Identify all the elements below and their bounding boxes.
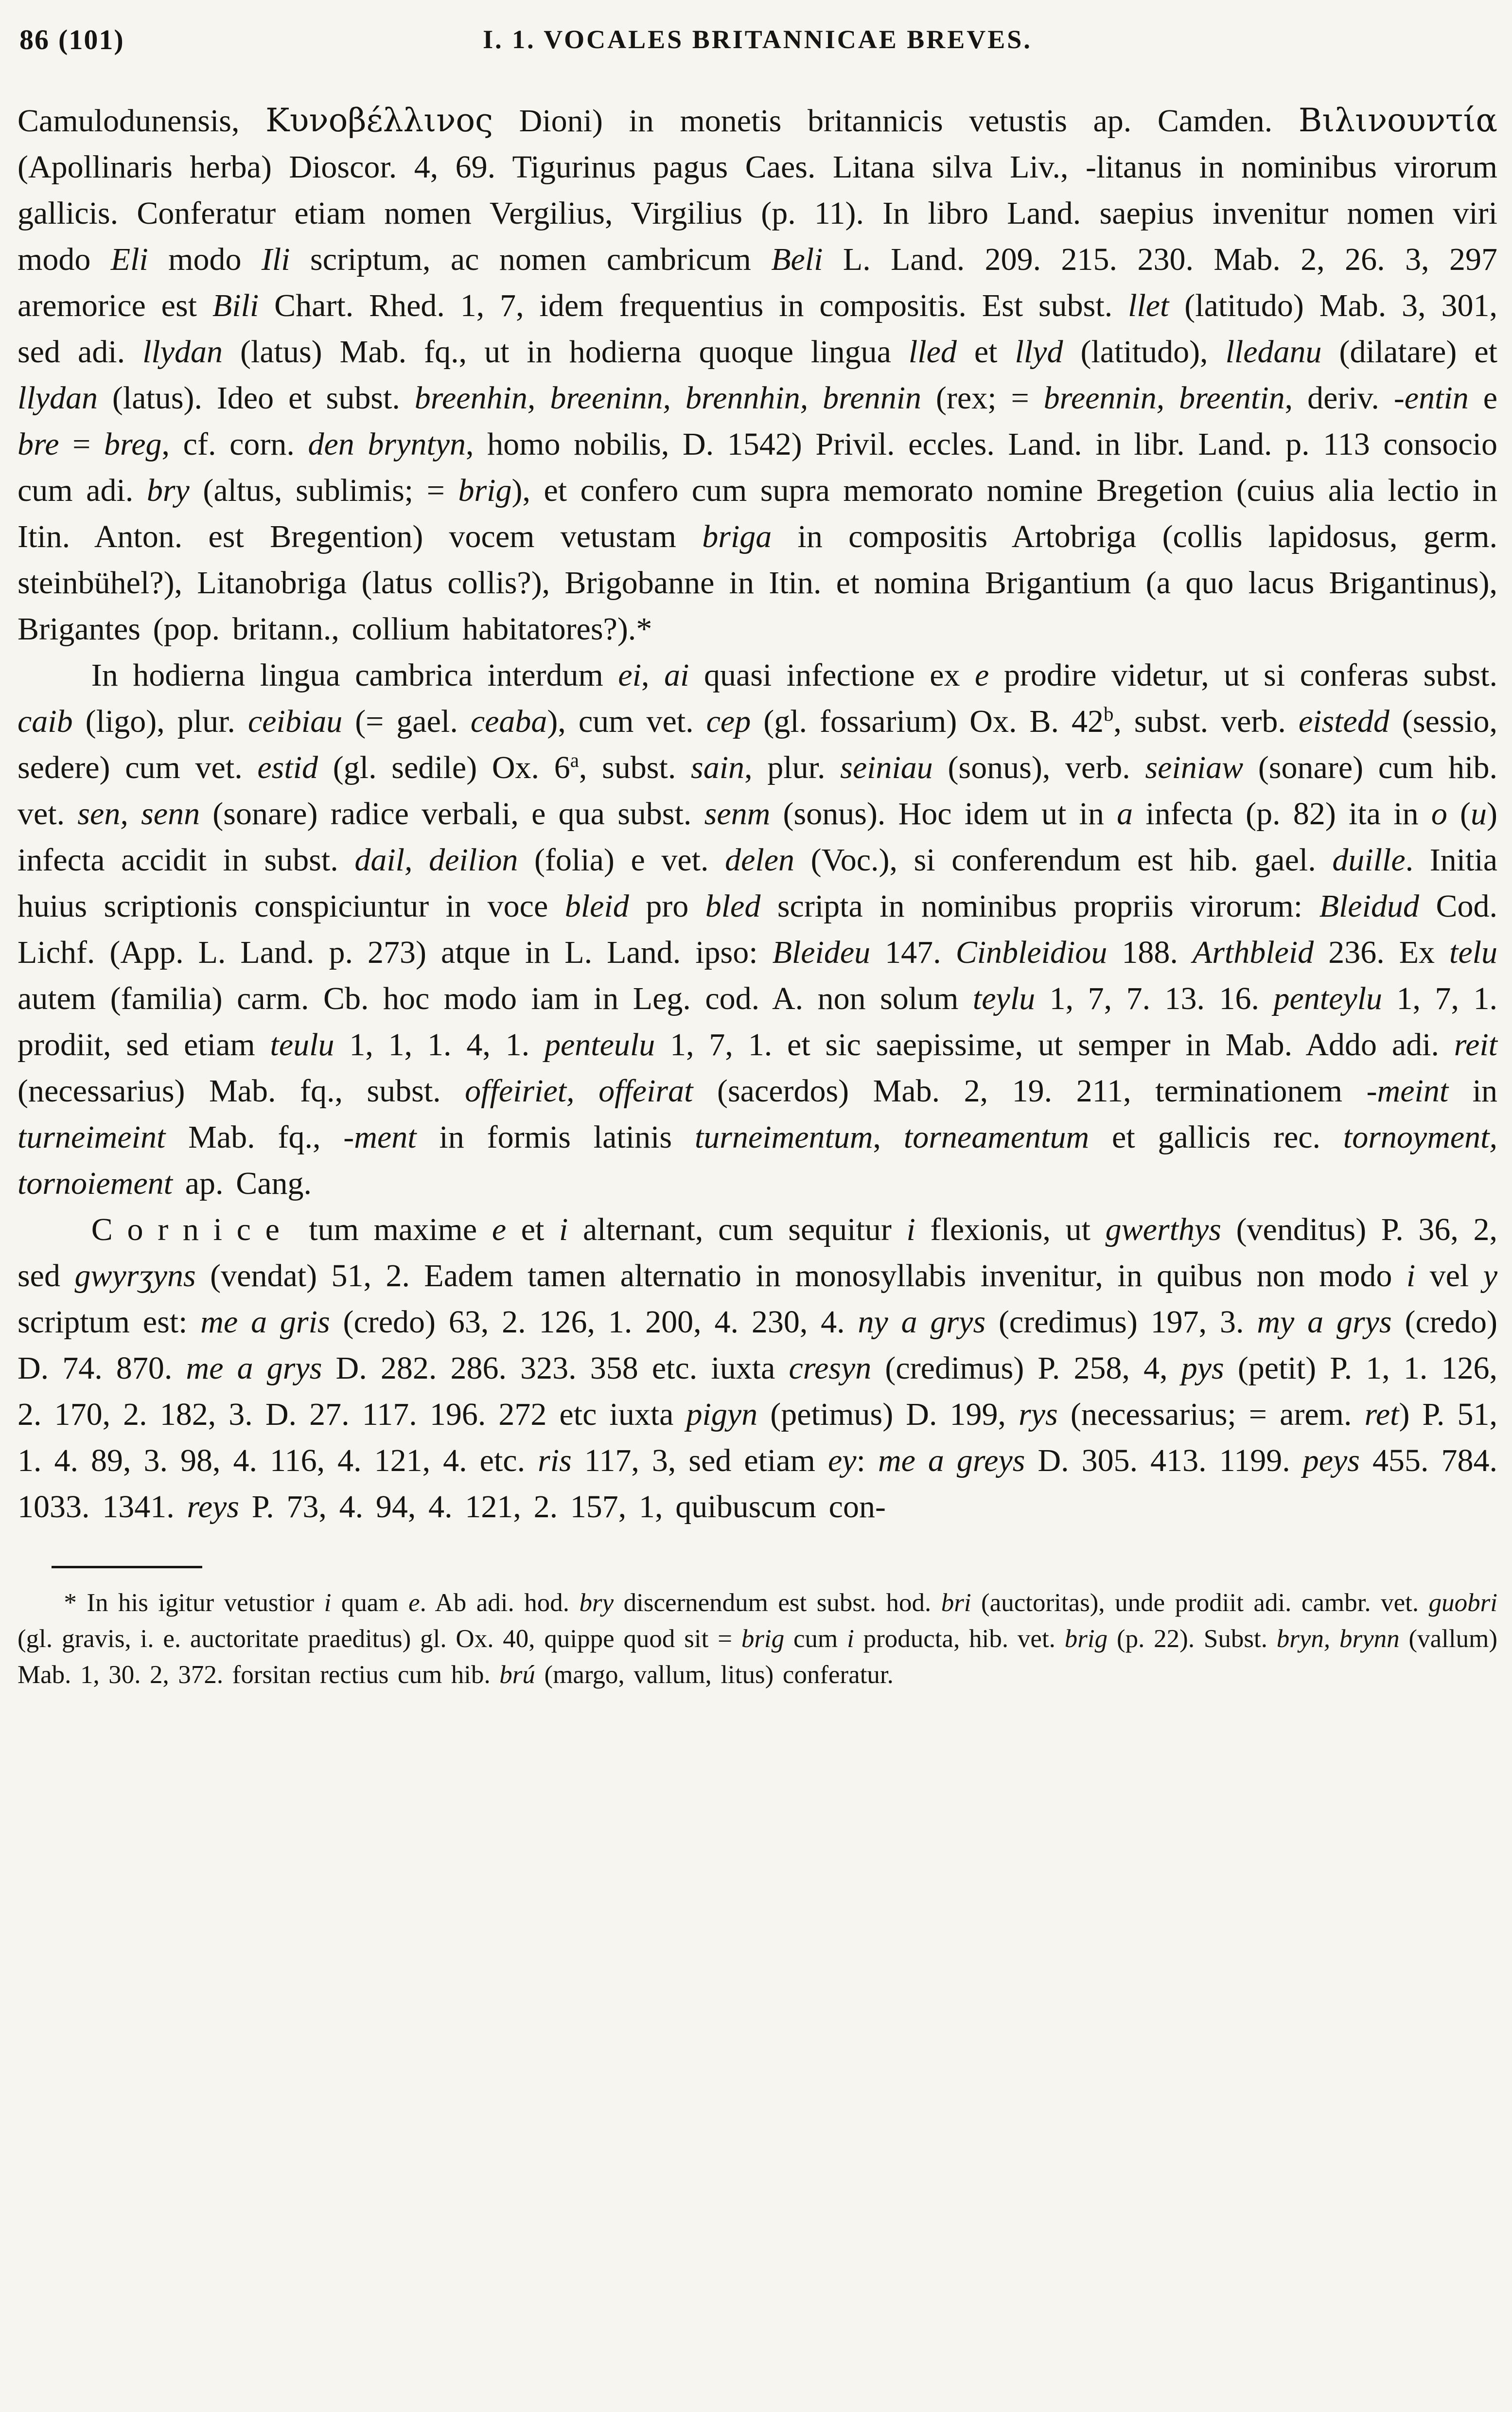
text-run: (vendat) 51, 2. Eadem tamen alternatio in monosyllabis invenitur, in quibus non modo xyxy=(195,1258,1407,1294)
cited-form: gwyrʒyns xyxy=(74,1258,196,1294)
text-run: (gl. gravis, i. e. auctoritate praeditus) gl. Ox. 40, quippe quod sit = xyxy=(18,1625,741,1653)
chapter-title: I. 1. VOCALES BRITANNICAE BREVES. xyxy=(483,25,1032,54)
cited-form: breenhin, breeninn, brennhin, brennin xyxy=(414,380,922,416)
text-run: , homo nobilis, D. 1542) Privil. eccles. Land. in libr. Land. p. 113 consocio cum adi. xyxy=(18,426,1498,508)
text-run: L. Land. 209. 215. 230. Mab. 2, 26. 3, 297 aremorice est xyxy=(18,242,1497,323)
cited-form: e xyxy=(408,1589,420,1617)
text-run: scripta in nominibus propriis virorum: xyxy=(760,888,1319,924)
spaced-word: Cornice xyxy=(91,1212,294,1247)
cited-form: Ili xyxy=(261,242,290,277)
cited-form: ret xyxy=(1364,1397,1399,1432)
cited-form: breg xyxy=(104,426,162,462)
cited-form: bryn, brynn xyxy=(1276,1625,1400,1653)
cited-form: estid xyxy=(257,750,318,785)
text-run: Chart. Rhed. 1, 7, idem frequentius in compositis. Est subst. xyxy=(259,288,1128,323)
text-run: (petit) P. 1, 1. 126, 2. 170, 2. 182, 3. D. 27. 117. 196. 272 etc iuxta xyxy=(18,1350,1497,1432)
cited-form: bre xyxy=(18,426,59,462)
text-run: et xyxy=(506,1212,560,1247)
text-run: tum maxime xyxy=(294,1212,492,1247)
cited-form: guobri xyxy=(1428,1589,1497,1617)
text-run: Dioni) in monetis britannicis vetustis ap. Camden. xyxy=(493,103,1299,139)
text-run: (petimus) D. 199, xyxy=(757,1397,1019,1432)
text-run: (margo, vallum, litus) conferatur. xyxy=(535,1661,894,1689)
cited-form: me a gris xyxy=(200,1304,330,1340)
cited-form: den bryntyn xyxy=(308,426,466,462)
cited-form: i xyxy=(324,1589,332,1617)
cited-form: ceibiau xyxy=(247,704,343,739)
superscript: b xyxy=(1103,703,1114,725)
cited-form: telu xyxy=(1449,935,1497,970)
text-run: (sacerdos) Mab. 2, 19. 211, terminationem xyxy=(693,1073,1367,1109)
cited-form: u xyxy=(1471,796,1487,832)
cited-form: torneamentum xyxy=(903,1119,1090,1155)
cited-form: ris xyxy=(538,1443,572,1478)
cited-form: llet xyxy=(1128,288,1169,323)
text-run: Mab. fq., xyxy=(165,1119,344,1155)
text-run: ) P. 51, 1. 4. 89, 3. 98, 4. 116, 4. 121, 4. etc. xyxy=(18,1397,1497,1478)
text-run: et gallicis rec. xyxy=(1089,1119,1343,1155)
text-run: , plur. xyxy=(744,750,841,785)
cited-form: pys xyxy=(1181,1350,1224,1386)
page-number-main: 86 xyxy=(19,24,50,55)
text-run: D. 305. 413. 1199. xyxy=(1025,1443,1303,1478)
text-run: (Voc.), si conferendum est hib. gael. xyxy=(794,842,1333,878)
text-run: (latus) Mab. fq., ut in hodierna quoque lingua xyxy=(223,334,909,370)
cited-form: turneimentum xyxy=(694,1119,873,1155)
cited-form: teulu xyxy=(270,1027,334,1063)
text-run: 147. xyxy=(870,935,956,970)
text-run: , cf. corn. xyxy=(161,426,308,462)
cited-form: y xyxy=(1483,1258,1498,1294)
text-run: infecta (p. 82) ita in xyxy=(1133,796,1431,832)
running-head xyxy=(18,23,1497,70)
cited-form: -entin xyxy=(1393,380,1469,416)
cited-form: a xyxy=(1117,796,1133,832)
text-run: (folia) e vet. xyxy=(518,842,725,878)
text-run: autem (familia) carm. Cb. hoc modo iam in Leg. cod. A. non solum xyxy=(18,981,973,1016)
cited-form: penteulu xyxy=(544,1027,655,1063)
text-run: producta, hib. vet. xyxy=(854,1625,1065,1653)
text-run: (sonare) cum hib. vet. xyxy=(18,750,1497,832)
text-run: (necessarius) Mab. fq., subst. xyxy=(18,1073,465,1109)
cited-form: ey xyxy=(828,1443,857,1478)
text-run: discernendum est subst. hod. xyxy=(614,1589,941,1617)
cited-form: dail, deilion xyxy=(354,842,518,878)
cited-form: i xyxy=(559,1212,568,1247)
cited-form: ai xyxy=(664,657,689,693)
text-run: 1, 1, 1. 4, 1. xyxy=(334,1027,545,1063)
text-run: ), et confero cum supra memorato nomine Bregetion (cuius alia lectio in Itin. Anton. est Bregention) vocem vetustam xyxy=(18,473,1497,554)
cited-form: breennin, breentin xyxy=(1043,380,1285,416)
text-run: (credimus) 197, 3. xyxy=(985,1304,1257,1340)
cited-form: -ment xyxy=(343,1119,417,1155)
paragraph xyxy=(18,97,1497,652)
text-run: , xyxy=(873,1119,904,1155)
cited-form: briga xyxy=(702,519,772,554)
cited-form: Bili xyxy=(212,288,259,323)
cited-form: e xyxy=(492,1212,507,1247)
paragraph xyxy=(18,652,1497,1206)
cited-form: delen xyxy=(725,842,795,878)
text-run: (sessio, sedere) cum vet. xyxy=(18,704,1497,785)
text-run: Camulodunensis, xyxy=(18,103,266,139)
greek-term: Κυνοβέλλινος xyxy=(265,102,493,139)
text-run: (credo) 63, 2. 126, 1. 200, 4. 230, 4. xyxy=(330,1304,858,1340)
text-run: P. 73, 4. 94, 4. 121, 2. 157, 1, quibuscum con- xyxy=(239,1489,886,1525)
text-run: (latus). Ideo et subst. xyxy=(97,380,415,416)
text-run: in xyxy=(1448,1073,1498,1109)
text-run: (altus, sublimis; = xyxy=(189,473,458,508)
text-run: 188. xyxy=(1107,935,1193,970)
cited-form: ny a grys xyxy=(858,1304,986,1340)
cited-form: sen, senn xyxy=(77,796,200,832)
text-run: alternant, cum sequitur xyxy=(568,1212,907,1247)
cited-form: i xyxy=(906,1212,915,1247)
cited-form: Arthbleid xyxy=(1192,935,1314,970)
text-run: quasi infectione ex xyxy=(689,657,975,693)
cited-form: lledanu xyxy=(1225,334,1322,370)
text-run: Cod. Lichf. (App. L. Land. p. 273) atque in L. Land. ipso: xyxy=(18,888,1497,970)
text-run: prodire videtur, ut si conferas subst. xyxy=(989,657,1497,693)
cited-form: me a grys xyxy=(186,1350,322,1386)
cited-form: Cinbleidiou xyxy=(955,935,1108,970)
cited-form: eistedd xyxy=(1298,704,1389,739)
cited-form: bry xyxy=(146,473,190,508)
text-run: (auctoritas), unde prodiit adi. cambr. vet. xyxy=(971,1589,1429,1617)
text-run: , subst. xyxy=(579,750,691,785)
superscript: a xyxy=(570,749,579,771)
text-run: . Initia huius scriptionis conspiciuntur in voce xyxy=(18,842,1498,924)
text-run: (necessarius; = arem. xyxy=(1057,1397,1365,1432)
cited-form: my a grys xyxy=(1257,1304,1392,1340)
body-paragraphs xyxy=(18,97,1497,1530)
cited-form: bleid xyxy=(564,888,629,924)
text-run: modo xyxy=(148,242,262,277)
cited-form: brig xyxy=(458,473,512,508)
text-run: : xyxy=(856,1443,878,1478)
cited-form: bled xyxy=(705,888,761,924)
footnote-text xyxy=(18,1585,1497,1693)
text-run: (sonus). Hoc idem ut in xyxy=(770,796,1117,832)
cited-form: o xyxy=(1431,796,1447,832)
text-run: ), cum vet. xyxy=(547,704,706,739)
cited-form: ceaba xyxy=(470,704,547,739)
cited-form: caib xyxy=(18,704,73,739)
text-run: (credo) D. 74. 870. xyxy=(18,1304,1497,1386)
cited-form: turneimeint xyxy=(18,1119,166,1155)
text-run: (rex; = xyxy=(921,380,1044,416)
cited-form: cep xyxy=(706,704,751,739)
text-run: , deriv. xyxy=(1284,380,1394,416)
cited-form: bri xyxy=(941,1589,971,1617)
cited-form: sain xyxy=(691,750,745,785)
text-run: cum xyxy=(784,1625,847,1653)
text-run: (vallum) Mab. 1, 30. 2, 372. forsitan rectius cum hib. xyxy=(18,1625,1497,1689)
text-run: , xyxy=(641,657,665,693)
text-run: . Ab adi. hod. xyxy=(420,1589,580,1617)
cited-form: gwerthys xyxy=(1105,1212,1221,1247)
cited-form: me a greys xyxy=(878,1443,1025,1478)
text-run: , subst. verb. xyxy=(1113,704,1299,739)
cited-form: senm xyxy=(704,796,771,832)
cited-form: rys xyxy=(1019,1397,1058,1432)
text-run: pro xyxy=(629,888,705,924)
page-number-alt: (101) xyxy=(58,24,124,55)
text-run: 117, 3, sed etiam xyxy=(571,1443,828,1478)
text-run: (latitudo), xyxy=(1063,334,1226,370)
cited-form: Bleidud xyxy=(1319,888,1419,924)
cited-form: tornoyment, tornoiement xyxy=(18,1119,1497,1201)
cited-form: peys xyxy=(1302,1443,1360,1478)
cited-form: cresyn xyxy=(789,1350,872,1386)
text-run: (Apollinaris herba) Dioscor. 4, 69. Tigurinus pagus Caes. Litana silva Liv., -litanus in nominibus virorum gallicis. Conferatur etiam nomen Vergilius, Virgilius (p. 11). In libro Land. saepius invenitur nomen viri modo xyxy=(18,149,1497,277)
cited-form: i xyxy=(1406,1258,1416,1294)
cited-form: e xyxy=(975,657,989,693)
cited-form: teylu xyxy=(972,981,1036,1016)
text-run: (latitudo) Mab. 3, 301, sed adi. xyxy=(18,288,1497,370)
text-run: In hodierna lingua cambrica interdum xyxy=(91,657,618,693)
paragraph xyxy=(18,1206,1497,1530)
cited-form: brig xyxy=(1064,1625,1108,1653)
text-run: (credimus) P. 258, 4, xyxy=(871,1350,1181,1386)
text-run: et xyxy=(956,334,1015,370)
text-run: in compositis Artobriga (collis lapidosus, germ. steinbühel?), Litanobriga (latus collis?), Brigobanne in Itin. et nomina Brigantium (a quo lacus Brigantinus), Brigantes (pop. britann., collium habitatores?). xyxy=(18,519,1497,647)
text-run: 1, 7, 7. 13. 16. xyxy=(1035,981,1274,1016)
text-run: 455. 784. 1033. 1341. xyxy=(18,1443,1498,1525)
cited-form: brig xyxy=(741,1625,785,1653)
cited-form: pigyn xyxy=(686,1397,758,1432)
cited-form: reit xyxy=(1454,1027,1497,1063)
text-run: 1, 7, 1. prodiit, sed etiam xyxy=(18,981,1497,1063)
cited-form: seiniaw xyxy=(1145,750,1244,785)
footnote-separator xyxy=(52,1566,202,1568)
text-run: vel xyxy=(1415,1258,1483,1294)
cited-form: Bleideu xyxy=(772,935,871,970)
text-run: (sonus), verb. xyxy=(932,750,1145,785)
cited-form: lled xyxy=(908,334,957,370)
cited-form: bry xyxy=(579,1589,614,1617)
text-run: (sonare) radice verbali, e qua subst. xyxy=(200,796,704,832)
cited-form: ei xyxy=(618,657,642,693)
cited-form: llydan xyxy=(142,334,223,370)
text-run: quam xyxy=(331,1589,409,1617)
text-run: (gl. sedile) Ox. 6 xyxy=(318,750,570,785)
text-run: scriptum est: xyxy=(18,1304,201,1340)
cited-form: llyd xyxy=(1015,334,1063,370)
text-run: flexionis, ut xyxy=(915,1212,1106,1247)
cited-form: duille xyxy=(1332,842,1406,878)
text-run: scriptum, ac nomen cambricum xyxy=(290,242,772,277)
text-run: (p. 22). Subst. xyxy=(1108,1625,1277,1653)
text-run: ) infecta accidit in subst. xyxy=(18,796,1498,878)
text-run: (ligo), plur. xyxy=(72,704,248,739)
text-run: e xyxy=(1468,380,1497,416)
text-run: 1, 7, 1. et sic saepissime, ut semper in Mab. Addo adi. xyxy=(655,1027,1454,1063)
cited-form: seiniau xyxy=(840,750,933,785)
text-run: * xyxy=(636,611,652,647)
cited-form: i xyxy=(847,1625,854,1653)
text-run: = xyxy=(59,426,105,462)
text-run: ( xyxy=(1447,796,1471,832)
cited-form: llydan xyxy=(18,380,98,416)
text-run: (dilatare) et xyxy=(1321,334,1497,370)
cited-form: Eli xyxy=(110,242,148,277)
cited-form: brú xyxy=(499,1661,535,1689)
text-run: (venditus) P. 36, 2, sed xyxy=(18,1212,1497,1294)
text-run: 236. Ex xyxy=(1314,935,1450,970)
text-run: * In his igitur vetustior xyxy=(64,1589,324,1617)
text-run: D. 282. 286. 323. 358 etc. iuxta xyxy=(322,1350,789,1386)
text-run: (= gael. xyxy=(342,704,471,739)
cited-form: penteylu xyxy=(1273,981,1383,1016)
greek-term: Βιλινουντία xyxy=(1298,102,1498,139)
text-run: ap. Cang. xyxy=(172,1166,312,1201)
cited-form: reys xyxy=(187,1489,239,1525)
cited-form: offeiriet, offeirat xyxy=(465,1073,693,1109)
cited-form: Beli xyxy=(771,242,823,277)
text-run: in formis latinis xyxy=(416,1119,695,1155)
cited-form: -meint xyxy=(1366,1073,1449,1109)
text-run: (gl. fossarium) Ox. B. 42 xyxy=(751,704,1104,739)
